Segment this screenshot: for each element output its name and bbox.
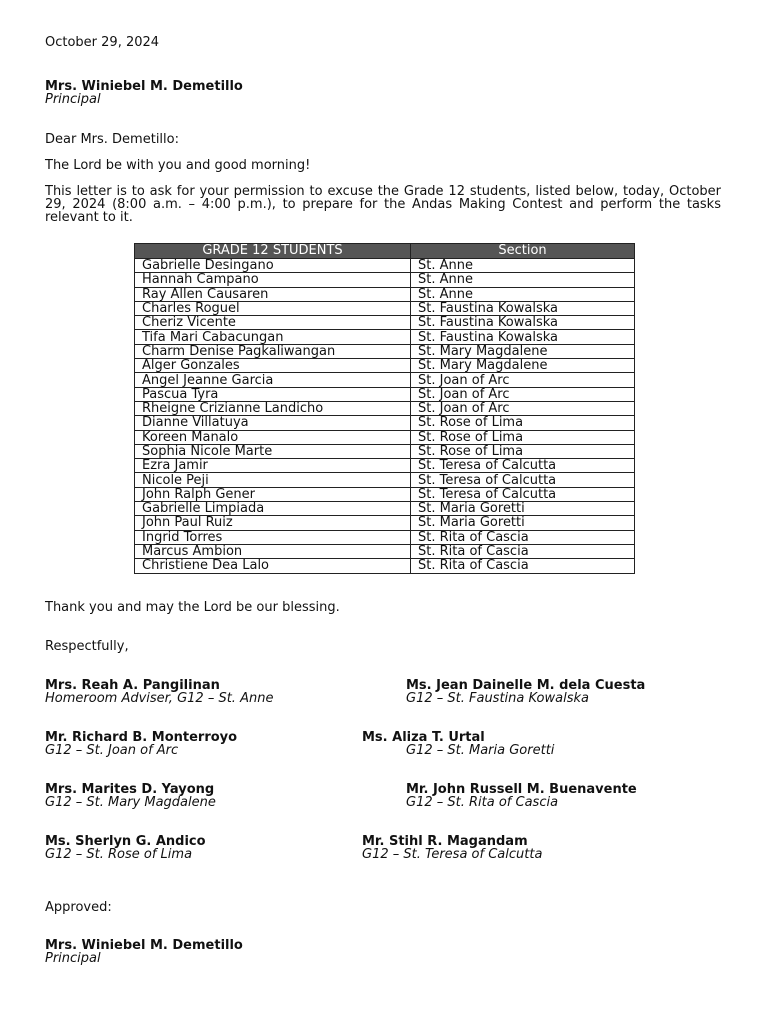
student-name-cell: Tifa Mari Cabacungan	[135, 330, 411, 344]
table-row	[135, 373, 635, 387]
section-cell: St. Faustina Kowalska	[411, 301, 635, 315]
signatory-role: G12 – St. Rose of Lima	[45, 847, 193, 862]
table-row	[135, 330, 635, 344]
column-header-section: Section	[411, 244, 635, 259]
table-row	[135, 530, 635, 544]
section-cell: St. Teresa of Calcutta	[411, 459, 635, 473]
section-cell: St. Rose of Lima	[411, 444, 635, 458]
signatory-name: Mrs. Reah A. Pangilinan	[45, 678, 220, 693]
student-name-cell: Rheigne Crizianne Landicho	[135, 401, 411, 415]
table-row	[135, 559, 635, 573]
signatory-role: G12 – St. Mary Magdalene	[45, 795, 216, 810]
student-name-cell: Hannah Campano	[135, 273, 411, 287]
table-row	[135, 401, 635, 415]
section-cell: St. Mary Magdalene	[411, 344, 635, 358]
section-cell: St. Rita of Cascia	[411, 559, 635, 573]
approver-title: Principal	[45, 951, 101, 966]
student-table	[134, 243, 635, 574]
table-row	[135, 516, 635, 530]
section-cell: St. Teresa of Calcutta	[411, 473, 635, 487]
table-row	[135, 301, 635, 315]
recipient-title: Principal	[45, 92, 101, 107]
signatory-role: G12 – St. Maria Goretti	[406, 743, 555, 758]
signatory-name: Mrs. Marites D. Yayong	[45, 782, 215, 797]
letter-body: This letter is to ask for your permission to excuse the Grade 12 students, listed below, today, October 29, 2024 (8:00 a.m. – 4:00 p.m.), to prepare for the Andas Making Contest and perform the tasks relevant to it.	[45, 184, 721, 225]
table-row	[135, 387, 635, 401]
section-cell: St. Rita of Cascia	[411, 544, 635, 558]
table-row	[135, 459, 635, 473]
table-row	[135, 316, 635, 330]
table-header-row	[135, 244, 635, 259]
table-row	[135, 287, 635, 301]
table-row	[135, 359, 635, 373]
column-header-students: GRADE 12 STUDENTS	[135, 244, 411, 259]
student-name-cell: Gabrielle Desingano	[135, 259, 411, 273]
signatory-role: Homeroom Adviser, G12 – St. Anne	[45, 691, 274, 706]
table-body	[135, 259, 635, 574]
section-cell: St. Maria Goretti	[411, 502, 635, 516]
student-name-cell: Ingrid Torres	[135, 530, 411, 544]
salutation: Dear Mrs. Demetillo:	[45, 132, 179, 147]
table-row	[135, 444, 635, 458]
section-cell: St. Faustina Kowalska	[411, 330, 635, 344]
table-row	[135, 344, 635, 358]
student-name-cell: John Paul Ruiz	[135, 516, 411, 530]
table-row	[135, 487, 635, 501]
student-name-cell: Sophia Nicole Marte	[135, 444, 411, 458]
section-cell: St. Joan of Arc	[411, 401, 635, 415]
signatory-name: Mr. Stihl R. Magandam	[362, 834, 528, 849]
section-cell: St. Mary Magdalene	[411, 359, 635, 373]
student-name-cell: Ray Allen Causaren	[135, 287, 411, 301]
closing-line: Thank you and may the Lord be our blessing.	[45, 600, 340, 615]
section-cell: St. Rita of Cascia	[411, 530, 635, 544]
student-name-cell: Gabrielle Limpiada	[135, 502, 411, 516]
signatory-name: Mr. Richard B. Monterroyo	[45, 730, 238, 745]
student-name-cell: John Ralph Gener	[135, 487, 411, 501]
table-row	[135, 416, 635, 430]
student-name-cell: Koreen Manalo	[135, 430, 411, 444]
section-cell: St. Joan of Arc	[411, 387, 635, 401]
signatory-role: G12 – St. Joan of Arc	[45, 743, 179, 758]
greeting: The Lord be with you and good morning!	[45, 158, 311, 173]
letter-date: October 29, 2024	[45, 35, 160, 50]
student-name-cell: Nicole Peji	[135, 473, 411, 487]
section-cell: St. Anne	[411, 259, 635, 273]
student-name-cell: Cheriz Vicente	[135, 316, 411, 330]
student-name-cell: Christiene Dea Lalo	[135, 559, 411, 573]
approval-label: Approved:	[45, 900, 112, 915]
student-name-cell: Ezra Jamir	[135, 459, 411, 473]
signatory-name: Ms. Jean Dainelle M. dela Cuesta	[406, 678, 646, 693]
signatory-name: Ms. Sherlyn G. Andico	[45, 834, 206, 849]
student-name-cell: Angel Jeanne Garcia	[135, 373, 411, 387]
section-cell: St. Rose of Lima	[411, 416, 635, 430]
sign-off: Respectfully,	[45, 639, 129, 654]
section-cell: St. Anne	[411, 273, 635, 287]
student-name-cell: Dianne Villatuya	[135, 416, 411, 430]
student-name-cell: Charles Roguel	[135, 301, 411, 315]
signatory-role: G12 – St. Rita of Cascia	[406, 795, 559, 810]
table-row	[135, 473, 635, 487]
table-row	[135, 430, 635, 444]
table-row	[135, 544, 635, 558]
section-cell: St. Joan of Arc	[411, 373, 635, 387]
section-cell: St. Faustina Kowalska	[411, 316, 635, 330]
student-name-cell: Alger Gonzales	[135, 359, 411, 373]
section-cell: St. Teresa of Calcutta	[411, 487, 635, 501]
student-name-cell: Pascua Tyra	[135, 387, 411, 401]
recipient-name: Mrs. Winiebel M. Demetillo	[45, 79, 243, 94]
signatory-role: G12 – St. Faustina Kowalska	[406, 691, 589, 706]
section-cell: St. Anne	[411, 287, 635, 301]
student-name-cell: Charm Denise Pagkaliwangan	[135, 344, 411, 358]
student-name-cell: Marcus Ambion	[135, 544, 411, 558]
signatory-name: Ms. Aliza T. Urtal	[362, 730, 485, 745]
section-cell: St. Rose of Lima	[411, 430, 635, 444]
approver-name: Mrs. Winiebel M. Demetillo	[45, 938, 243, 953]
table-row	[135, 502, 635, 516]
signatory-role: G12 – St. Teresa of Calcutta	[362, 847, 543, 862]
table-row	[135, 273, 635, 287]
signatory-name: Mr. John Russell M. Buenavente	[406, 782, 637, 797]
table-row	[135, 259, 635, 273]
section-cell: St. Maria Goretti	[411, 516, 635, 530]
